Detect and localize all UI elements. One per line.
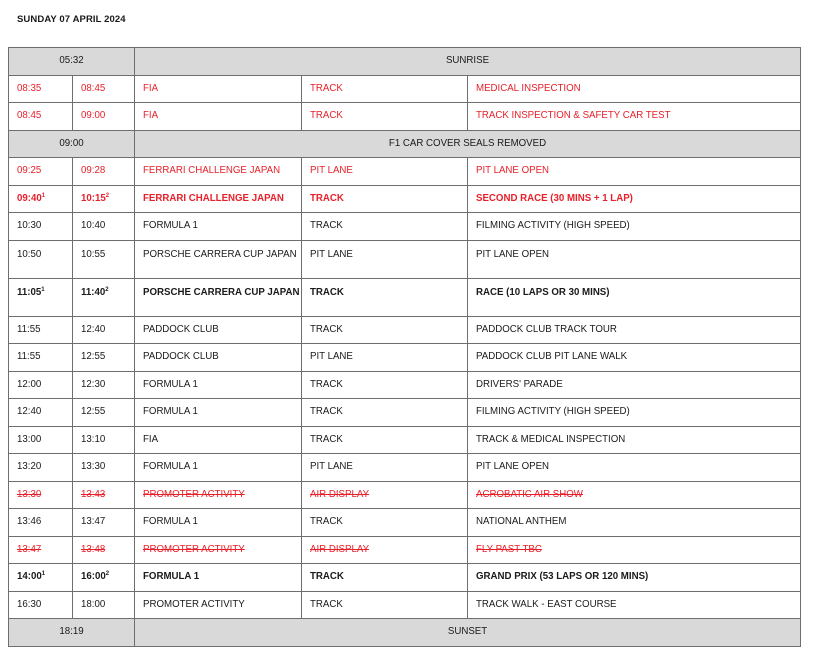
table-row: [9, 536, 801, 564]
end-time: [73, 536, 135, 564]
end-time-value: 13:30: [81, 461, 106, 473]
group-cell: PADDOCK CLUB: [135, 344, 302, 372]
location-cell: AIR DISPLAY: [302, 481, 468, 509]
end-time: [73, 371, 135, 399]
table-row: [9, 399, 801, 427]
start-time: [9, 240, 73, 278]
table-row: [9, 344, 801, 372]
end-time-value: 12:55: [81, 406, 106, 418]
location-cell: TRACK: [302, 278, 468, 316]
start-time-value: 12:00: [17, 378, 42, 390]
start-time: [9, 509, 73, 537]
activity-cell: SECOND RACE (30 MINS + 1 LAP): [468, 185, 801, 213]
activity-cell: DRIVERS' PARADE: [468, 371, 801, 399]
table-row: [9, 509, 801, 537]
activity-cell: FILMING ACTIVITY (HIGH SPEED): [468, 399, 801, 427]
band-time: 05:32: [9, 48, 135, 76]
end-time: [73, 75, 135, 103]
end-time-value: 13:43: [81, 488, 106, 500]
start-time: [9, 481, 73, 509]
end-time-value: 16:00: [81, 571, 106, 583]
end-time: [73, 240, 135, 278]
end-time: [73, 158, 135, 186]
end-time: [73, 399, 135, 427]
band-label: F1 CAR COVER SEALS REMOVED: [135, 130, 801, 158]
group-cell: FORMULA 1: [135, 371, 302, 399]
location-cell: TRACK: [302, 75, 468, 103]
location-cell: PIT LANE: [302, 240, 468, 278]
activity-cell: NATIONAL ANTHEM: [468, 509, 801, 537]
group-cell: FORMULA 1: [135, 454, 302, 482]
end-time-value: 13:48: [81, 543, 106, 555]
start-time: [9, 344, 73, 372]
end-time: [73, 591, 135, 619]
table-row: [9, 371, 801, 399]
footnote-marker: 2: [105, 286, 109, 293]
location-cell: PIT LANE: [302, 344, 468, 372]
activity-cell: TRACK WALK - EAST COURSE: [468, 591, 801, 619]
group-cell: FIA: [135, 426, 302, 454]
band-label: SUNSET: [135, 619, 801, 647]
start-time: [9, 75, 73, 103]
location-cell: TRACK: [302, 185, 468, 213]
end-time: [73, 454, 135, 482]
group-cell: FIA: [135, 103, 302, 131]
end-time: [73, 509, 135, 537]
start-time: [9, 185, 73, 213]
start-time-value: 13:20: [17, 461, 42, 473]
start-time-value: 14:00: [17, 571, 42, 583]
start-time-value: 13:00: [17, 433, 42, 445]
group-cell: PROMOTER ACTIVITY: [135, 481, 302, 509]
activity-cell: RACE (10 LAPS OR 30 MINS): [468, 278, 801, 316]
page-title: SUNDAY 07 APRIL 2024: [17, 14, 126, 25]
location-cell: TRACK: [302, 213, 468, 241]
location-cell: TRACK: [302, 316, 468, 344]
group-cell: FORMULA 1: [135, 564, 302, 592]
end-time-value: 08:45: [81, 82, 106, 94]
table-row: [9, 103, 801, 131]
group-cell: PORSCHE CARRERA CUP JAPAN: [135, 240, 302, 278]
end-time-value: 12:30: [81, 378, 106, 390]
start-time-value: 08:45: [17, 110, 42, 122]
start-time-value: 10:30: [17, 220, 42, 232]
table-row: [9, 158, 801, 186]
end-time-value: 09:28: [81, 165, 106, 177]
group-cell: FORMULA 1: [135, 213, 302, 241]
location-cell: TRACK: [302, 103, 468, 131]
table-row: [9, 185, 801, 213]
start-time: [9, 536, 73, 564]
start-time-value: 10:50: [17, 248, 42, 260]
activity-cell: PIT LANE OPEN: [468, 158, 801, 186]
end-time: [73, 316, 135, 344]
activity-cell: MEDICAL INSPECTION: [468, 75, 801, 103]
schedule-table: [8, 47, 801, 647]
end-time-value: 10:15: [81, 192, 106, 204]
group-cell: FORMULA 1: [135, 399, 302, 427]
location-cell: TRACK: [302, 591, 468, 619]
band-row: [9, 619, 801, 647]
activity-cell: TRACK & MEDICAL INSPECTION: [468, 426, 801, 454]
start-time-value: 11:05: [17, 286, 42, 298]
table-row: [9, 481, 801, 509]
schedule-body: [9, 48, 801, 647]
end-time-value: 10:40: [81, 220, 106, 232]
group-cell: FORMULA 1: [135, 509, 302, 537]
location-cell: TRACK: [302, 426, 468, 454]
group-cell: FERRARI CHALLENGE JAPAN: [135, 185, 302, 213]
footnote-marker: 1: [41, 571, 46, 578]
start-time-value: 09:40: [17, 192, 42, 204]
band-label: SUNRISE: [135, 48, 801, 76]
end-time-value: 13:47: [81, 516, 106, 528]
activity-cell: TRACK INSPECTION & SAFETY CAR TEST: [468, 103, 801, 131]
start-time-value: 11:55: [17, 351, 41, 363]
start-time-value: 12:40: [17, 406, 42, 418]
start-time: [9, 564, 73, 592]
activity-cell: PIT LANE OPEN: [468, 240, 801, 278]
start-time: [9, 316, 73, 344]
activity-cell: FILMING ACTIVITY (HIGH SPEED): [468, 213, 801, 241]
table-row: [9, 75, 801, 103]
start-time: [9, 371, 73, 399]
start-time-value: 13:47: [17, 543, 42, 555]
start-time: [9, 158, 73, 186]
start-time-value: 13:46: [17, 516, 42, 528]
group-cell: FIA: [135, 75, 302, 103]
table-row: [9, 213, 801, 241]
end-time: [73, 213, 135, 241]
end-time: [73, 481, 135, 509]
activity-cell: FLY PAST TBC: [468, 536, 801, 564]
group-cell: FERRARI CHALLENGE JAPAN: [135, 158, 302, 186]
end-time: [73, 344, 135, 372]
activity-cell: PADDOCK CLUB TRACK TOUR: [468, 316, 801, 344]
band-row: [9, 48, 801, 76]
activity-cell: PADDOCK CLUB PIT LANE WALK: [468, 344, 801, 372]
location-cell: AIR DISPLAY: [302, 536, 468, 564]
group-cell: PROMOTER ACTIVITY: [135, 536, 302, 564]
start-time: [9, 399, 73, 427]
start-time: [9, 426, 73, 454]
end-time-value: 13:10: [81, 433, 106, 445]
location-cell: TRACK: [302, 371, 468, 399]
end-time-value: 18:00: [81, 598, 106, 610]
end-time-value: 09:00: [81, 110, 106, 122]
footnote-marker: 2: [105, 192, 110, 199]
end-time-value: 10:55: [81, 248, 106, 260]
footnote-marker: 1: [41, 192, 46, 199]
activity-cell: PIT LANE OPEN: [468, 454, 801, 482]
location-cell: TRACK: [302, 564, 468, 592]
footnote-marker: 1: [41, 286, 45, 293]
start-time-value: 11:55: [17, 323, 41, 335]
start-time: [9, 103, 73, 131]
table-row: [9, 454, 801, 482]
start-time: [9, 278, 73, 316]
end-time-value: 11:40: [81, 286, 106, 298]
table-row: [9, 240, 801, 278]
band-time: 18:19: [9, 619, 135, 647]
end-time: [73, 426, 135, 454]
activity-cell: ACROBATIC AIR SHOW: [468, 481, 801, 509]
band-time: 09:00: [9, 130, 135, 158]
table-row: [9, 591, 801, 619]
end-time: [73, 185, 135, 213]
start-time: [9, 454, 73, 482]
table-row: [9, 278, 801, 316]
table-row: [9, 426, 801, 454]
end-time-value: 12:55: [81, 351, 106, 363]
location-cell: TRACK: [302, 509, 468, 537]
footnote-marker: 2: [105, 571, 110, 578]
start-time-value: 09:25: [17, 165, 42, 177]
start-time: [9, 213, 73, 241]
location-cell: TRACK: [302, 399, 468, 427]
location-cell: PIT LANE: [302, 454, 468, 482]
group-cell: PADDOCK CLUB: [135, 316, 302, 344]
end-time: [73, 564, 135, 592]
start-time: [9, 591, 73, 619]
group-cell: PROMOTER ACTIVITY: [135, 591, 302, 619]
activity-cell: GRAND PRIX (53 LAPS OR 120 MINS): [468, 564, 801, 592]
start-time-value: 13:30: [17, 488, 42, 500]
end-time: [73, 278, 135, 316]
start-time-value: 16:30: [17, 598, 42, 610]
location-cell: PIT LANE: [302, 158, 468, 186]
end-time: [73, 103, 135, 131]
end-time-value: 12:40: [81, 323, 106, 335]
group-cell: PORSCHE CARRERA CUP JAPAN: [135, 278, 302, 316]
table-row: [9, 316, 801, 344]
start-time-value: 08:35: [17, 82, 42, 94]
table-row: [9, 564, 801, 592]
band-row: [9, 130, 801, 158]
